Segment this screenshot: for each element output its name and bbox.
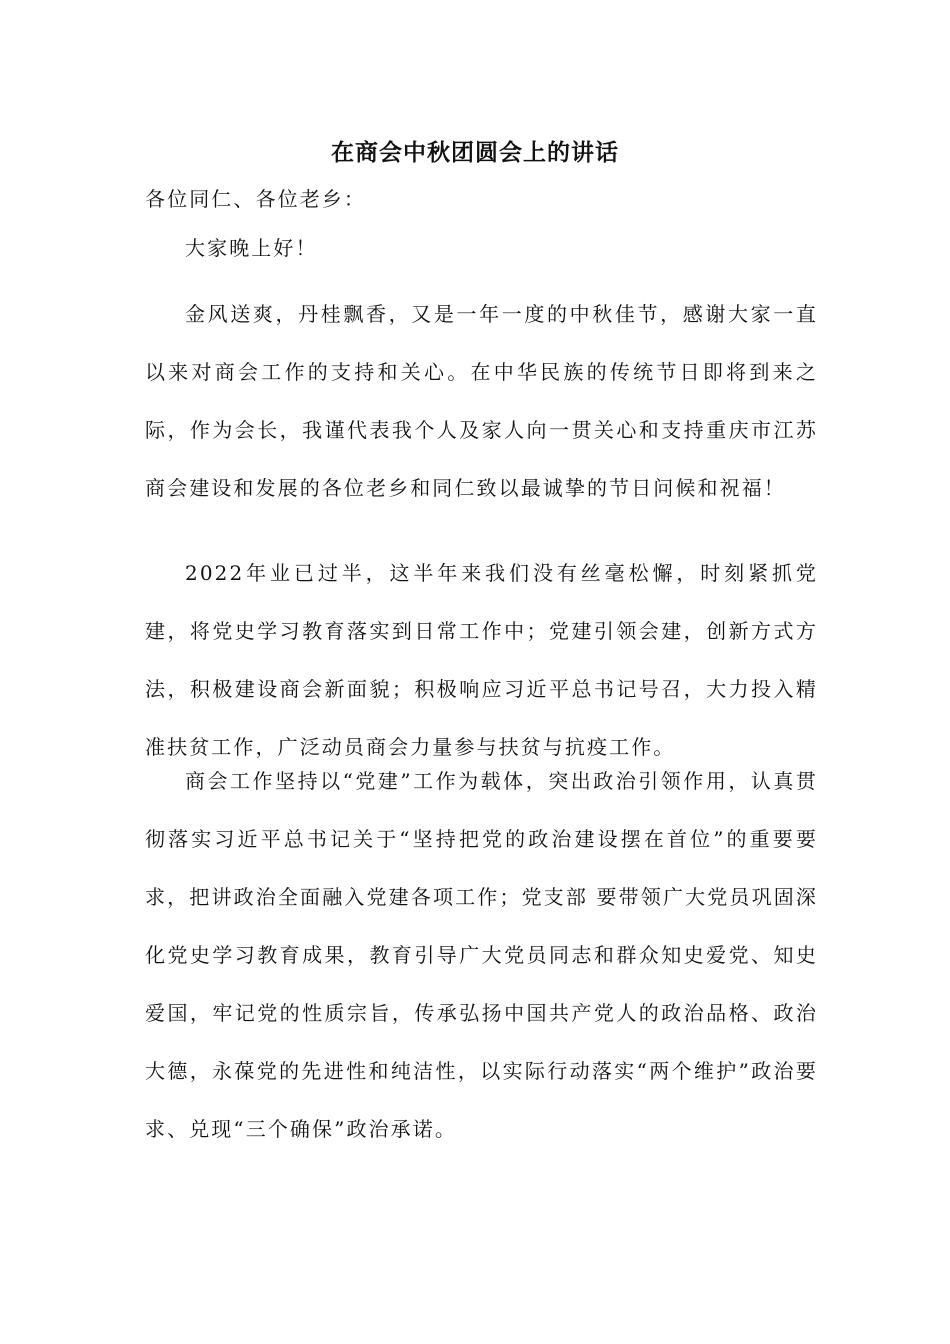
page-title: 在商会中秋团圆会上的讲话 xyxy=(331,139,619,166)
paragraph-party-building: 商会工作坚持以“党建”工作为载体，突出政治引领作用，认真贯彻落实习近平总书记关于“坚持把党的政治建设摆在首位”的重要要求，把讲政治全面融入党建各项工作；党支部 要带领广大党员巩固深化党史学习教育成果，教育引导广大党员同志和群众知史爱党、知史爱国，牢记党的性质宗旨，传承弘扬中国共产党人的政治品格、政治大德，永葆党的先进性和纯洁性，以实际行动落实“两个维护”政治要求、兑现“三个确保”政治承诺。 xyxy=(145,769,818,1141)
salutation: 各位同仁、各位老乡： xyxy=(145,187,366,211)
paragraph-half-year-work: 2022年业已过半，这半年来我们没有丝毫松懈，时刻紧抓党建，将党史学习教育落实到日常工作中；党建引领会建，创新方式方法，积极建设商会新面貌；积极响应习近平总书记号召，大力投入精准扶贫工作，广泛动员商会力量参与扶贫与抗疫工作。 xyxy=(145,561,818,759)
greeting: 大家晚上好！ xyxy=(185,236,318,260)
paragraph-festival-greeting: 金风送爽，丹桂飘香，又是一年一度的中秋佳节，感谢大家一直以来对商会工作的支持和关心。在中华民族的传统节日即将到来之际，作为会长，我谨代表我个人及家人向一贯关心和支持重庆市江苏商会建设和发展的各位老乡和同仁致以最诚挚的节日问候和祝福！ xyxy=(145,302,818,500)
